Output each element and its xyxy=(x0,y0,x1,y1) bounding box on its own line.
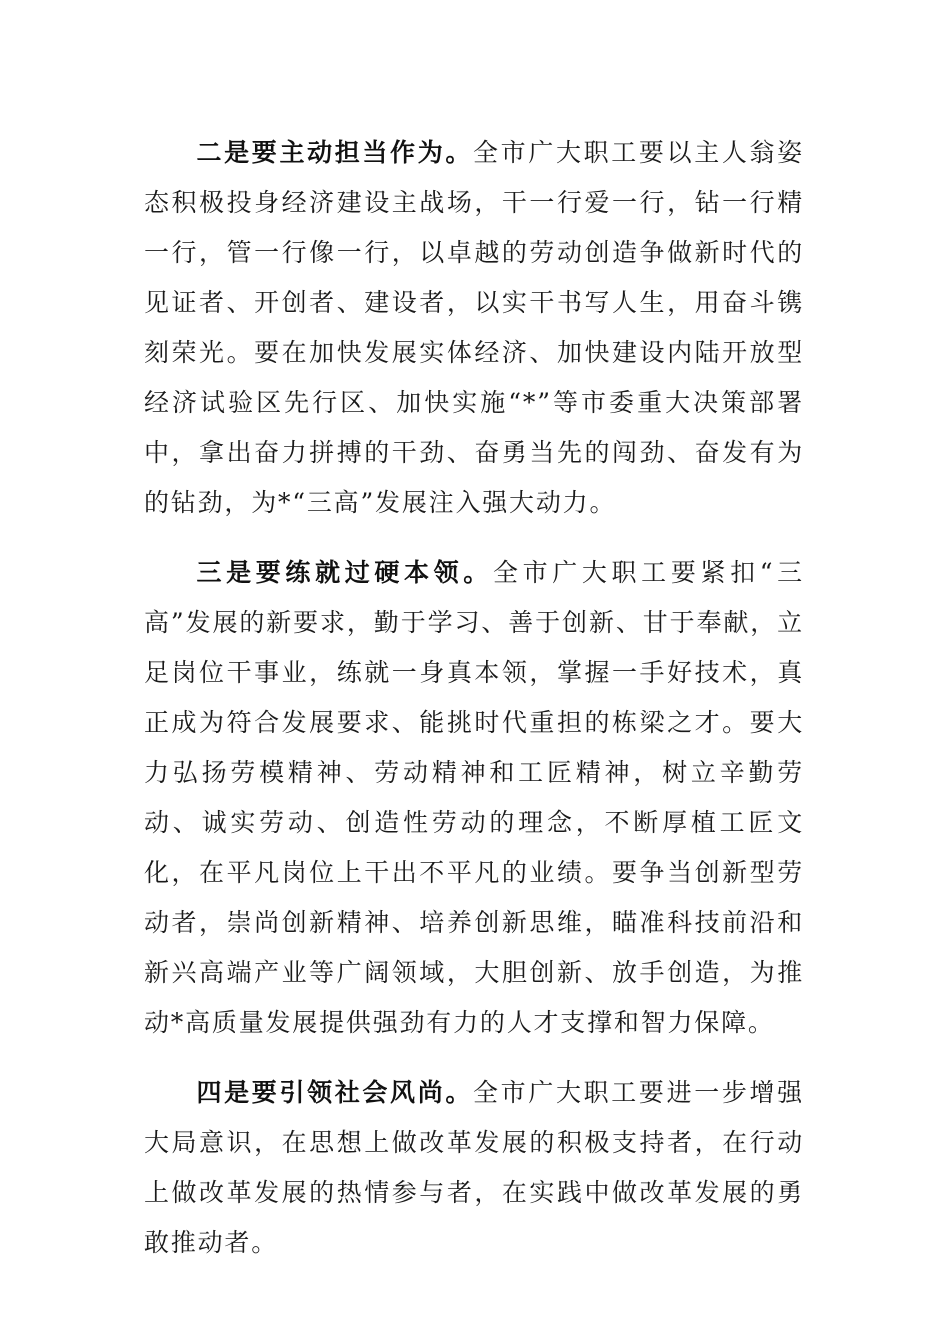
paragraph-3 xyxy=(144,548,804,1048)
document-body xyxy=(144,128,804,1288)
paragraph-4 xyxy=(144,1068,804,1268)
paragraph-lead: 三是要练就过硬本领。 xyxy=(196,558,493,587)
paragraph-text: 全市广大职工要以主人翁姿态积极投身经济建设主战场，干一行爱一行，钻一行精一行，管一行像一行，以卓越的劳动创造争做新时代的见证者、开创者、建设者，以实干书写人生，用奋斗镌刻荣光。要在加快发展实体经济、加快建设内陆开放型经济试验区先行区、加快实施“*”等市委重大决策部署中，拿出奋力拼搏的干劲、奋勇当先的闯劲、奋发有为的钻劲，为*“三高”发展注入强大动力。 xyxy=(144,138,804,517)
paragraph-text: 全市广大职工要进一步增强大局意识，在思想上做改革发展的积极支持者，在行动上做改革发展的热情参与者，在实践中做改革发展的勇敢推动者。 xyxy=(144,1078,804,1257)
paragraph-2 xyxy=(144,128,804,528)
paragraph-lead: 四是要引领社会风尚。 xyxy=(196,1078,474,1107)
paragraph-text: 全市广大职工要紧扣“三高”发展的新要求，勤于学习、善于创新、甘于奉献，立足岗位干事业，练就一身真本领，掌握一手好技术，真正成为符合发展要求、能挑时代重担的栋梁之才。要大力弘扬劳模精神、劳动精神和工匠精神，树立辛勤劳动、诚实劳动、创造性劳动的理念，不断厚植工匠文化，在平凡岗位上干出不平凡的业绩。要争当创新型劳动者，崇尚创新精神、培养创新思维，瞄准科技前沿和新兴高端产业等广阔领域，大胆创新、放手创造，为推动*高质量发展提供强劲有力的人才支撑和智力保障。 xyxy=(144,558,804,1037)
paragraph-lead: 二是要主动担当作为。 xyxy=(196,138,474,167)
